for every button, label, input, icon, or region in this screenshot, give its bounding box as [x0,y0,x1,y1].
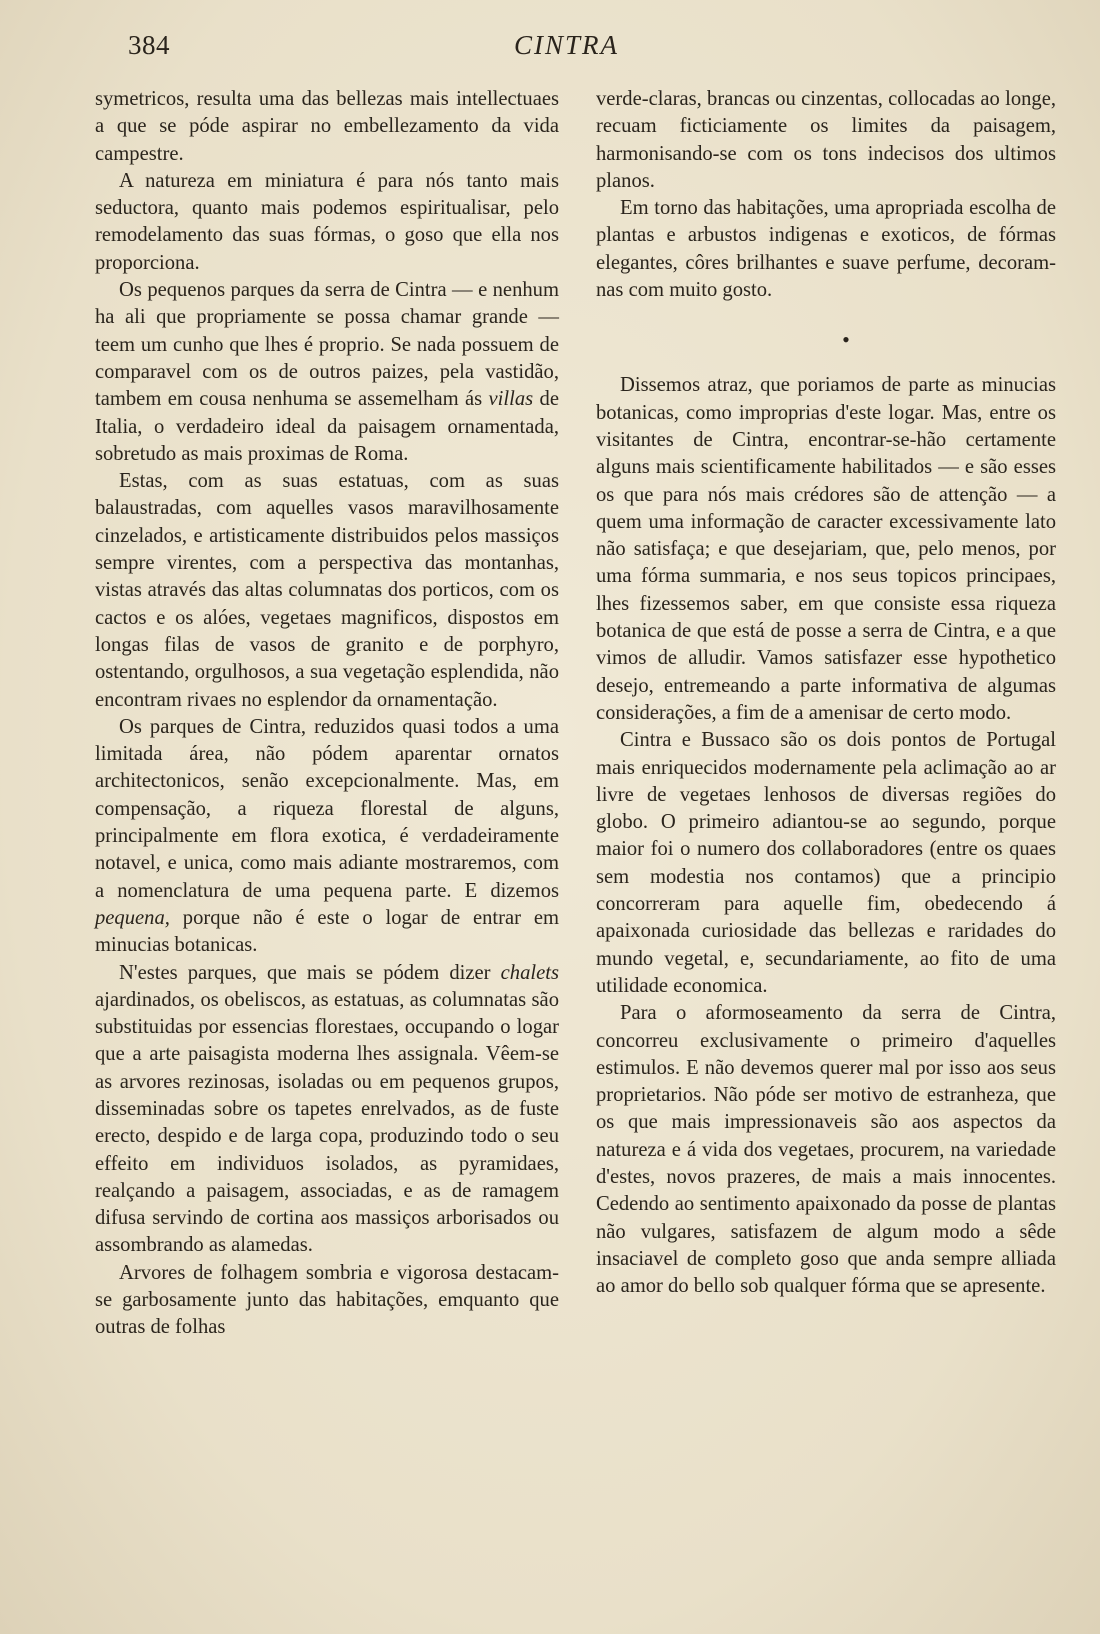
paragraph-text: Os parques de Cintra, reduzidos quasi todos a uma limitada área, não pódem aparentar ornatos architectonicos, senão excepcionalmente. Mas, em compensação, a riqueza florestal de alguns, principalmente em flora exotica, é verdadeiramente notavel, e unica, como mais adiante mostraremos, com a nomenclatura de uma pequena parte. E dizemos [95,715,559,902]
italic-term: villas [488,388,534,411]
paragraph: A natureza em miniatura é para nós tanto mais seductora, quanto mais podemos espiritualisar, pelo remodelamento das suas fórmas, o goso que ella nos proporciona. [95,169,559,274]
paragraph: verde-claras, brancas ou cinzentas, collocadas ao longe, recuam ficticiamente os limites da paisagem, harmonisando-se com os tons indecisos dos ultimos planos. [596,88,1056,192]
page-header [0,28,1100,68]
running-title: CINTRA [514,30,620,60]
paragraph-text: N'estes parques, que mais se pódem dizer [119,961,501,984]
paragraph: Dissemos atraz, que poriamos de parte as minucias botanicas, como improprias d'este logar. Mas, entre os visitantes de Cintra, encontrar-se-hão certamente alguns mais scientificamente habilitados — e são esses os que para nós mais crédores são de attenção — a quem uma informação de caracter excessivamente lato não satisfaça; e que desejariam, que, pelo menos, por uma fórma summaria, e nos seus topicos principaes, lhes fizessemos saber, em que consiste essa riqueza botanica de que está de posse a serra de Cintra, e a que vimos de alludir. Vamos satisfazer esse hypothetico desejo, entremeando a parte informativa de algumas considerações, a fim de a amenisar de certo modo. [596,374,1056,724]
italic-term: chalets [500,961,559,984]
paragraph-text: de Italia, o verdadeiro ideal da paisagem ornamentada, sobretudo as mais proximas de Roma. [95,388,559,465]
paragraph: Em torno das habitações, uma apropriada escolha de plantas e arbustos indigenas e exoticos, de fórmas elegantes, côres brilhantes e suave perfume, decoram-nas com muito gosto. [596,197,1056,302]
paragraph: Cintra e Bussaco são os dois pontos de Portugal mais enriquecidos modernamente pela aclimação ao ar livre de vegetaes lenhosos de diversas regiões do globo. O primeiro adiantou-se ao segundo, porque maior foi o numero dos collaboradores (entre os quaes sem modestia nos contamos) que a principio concorreram para aquelle fim, obedecendo á apaixonada curiosidade das bellezas e raridades do mundo vegetal, e, secundariamente, ao fito de uma utilidade economica. [596,729,1056,997]
paragraph-text: ajardinados, os obeliscos, as estatuas, as columnatas são substituidas por essencias florestaes, occupando o logar que a arte paisagista moderna lhes assignala. Vêem-se as arvores rezinosas, isoladas ou em pequenos grupos, disseminadas sobre os tapetes enrelvados, as de fuste erecto, despido e de larga copa, produzindo todo o seu effeito em individuos isolados, as pyramidaes, realçando a paisagem, associadas, e as de ramagem difusa servindo de cortina aos massiços arborisados ou assombrando as alamedas. [95,988,559,1257]
section-divider: • [842,327,850,353]
paragraph-text: porque não é este o logar de entrar em minucias botanicas. [95,906,559,957]
paragraph [95,960,559,1260]
paragraph [95,277,559,468]
paragraph-text: Os pequenos parques da serra de Cintra — e nenhum ha ali que propriamente se possa chamar grande — teem um cunho que lhes é proprio. Se nada possuem de comparavel com os de outros paizes, pela vastidão, tambem em cousa nenhuma se assemelham ás [95,279,559,411]
paragraph: symetricos, resulta uma das bellezas mais intellectuaes a que se póde aspirar no embellezamento da vida campestre. [95,88,559,165]
paragraph [95,714,559,960]
italic-term: pequena, [95,906,170,929]
paragraph: Estas, com as suas estatuas, com as suas balaustradas, com aquelles vasos maravilhosamente cinzelados, e artisticamente distribuidos pelos massiços sempre virentes, com a perspectiva das montanhas, vistas através das altas columnatas dos porticos, com os cactos e os alóes, vegetaes magnificos, dispostos em longas filas de vasos de granito e de porphyro, ostentando, orgulhosos, a sua vegetação esplendida, não encontram rivaes no esplendor da ornamentação. [95,470,559,711]
paragraph: Arvores de folhagem sombria e vigorosa destacam-se garbosamente junto das habitações, emquanto que outras de folhas [95,1261,559,1339]
left-column [95,86,559,1342]
right-column [596,86,1056,1300]
page-number: 384 [128,30,170,60]
paragraph: Para o aformoseamento da serra de Cintra, concorreu exclusivamente o primeiro d'aquelles estimulos. E não devemos querer mal por isso aos seus proprietarios. Não póde ser motivo de estranheza, que os que mais impressionaveis são aos aspectos da natureza e á vida dos vegetaes, procurem, na variedade d'estes, novos prazeres, de mais a mais innocentes. Cedendo ao sentimento apaixonado da posse de plantas não vulgares, satisfazem de algum modo a sêde insaciavel de completo goso que anda sempre alliada ao amor do bello sob qualquer fórma que se apresente. [596,1002,1056,1298]
